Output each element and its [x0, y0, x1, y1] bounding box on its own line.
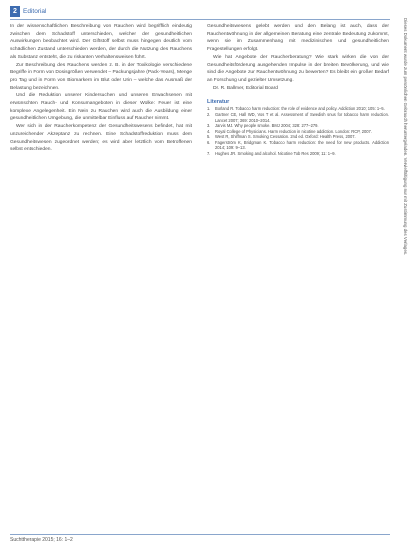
download-notice: Dieses Dokument wurde zum persönlichen Gebrauch heruntergeladen. Vervielfältigung nur mit Zustimmung des Verlages. [403, 18, 408, 256]
reference-text: Hughes JR. Smoking and alcohol. Nicotine Tob Res 2009; 11: 1–9. [215, 151, 336, 157]
paragraph: Und die Reduktion unserer Kindersuchen und unseren Erwachsenen mit erwünschten Rauch- und Konsumangeboten in dieser Wolke: Feuer ist eine komplexe Angelegenheit. Ein Nein zu Rauchen wird auch die Ausbildung einer gesundheitlichen Umgebung, die unmittelbar Einfluss auf Raucher nimmt. [10, 93, 192, 122]
left-column [10, 23, 192, 154]
reference-number: 5. [207, 134, 211, 140]
reference-number: 6. [207, 139, 211, 145]
reference-item [207, 112, 389, 123]
reference-number: 7. [207, 151, 211, 157]
reference-number: 2. [207, 111, 211, 117]
paragraph: Wie hat Angebote der Raucherberatung? Wie stark wirken die von der Gesundheitsförderung ausgehenden Impulse in der breiten Bevölkerung, und wie sind die Angebote zur Rauchentwöhnung zu bewerten? Es bleibt ein großer Bedarf an Forschung und gezielter Umsetzung. [207, 54, 389, 83]
citation-line: Suchttherapie 2015; 16: 1–2 [10, 537, 73, 543]
right-column [207, 23, 389, 157]
page-header [0, 0, 413, 18]
reference-text: Fagerström K, Bridgman K. Tobacco harm reduction: the need for new products. Addiction 2014; 109: 9–13. [215, 139, 389, 151]
author-signature: Dr. R. Ballmer, Editorial Board [213, 85, 278, 91]
reference-number: 1. [207, 106, 211, 112]
reference-item [207, 140, 389, 151]
footer-rule [10, 534, 390, 535]
section-title: Editorial [23, 8, 47, 15]
page-footer [10, 534, 390, 546]
reference-text: West R, Shiffman S. Smoking Cessation. 2nd ed. Oxford: Health Press, 2007. [215, 134, 356, 140]
paragraph: In der wissenschaftlichen Beschreibung von Rauchen wird begrifflich eindeutig zwischen dem Schadstoff unterschieden, welcher der gesundheitlichen Auswirkungen beobachtet wird. Der Giftstoff selbst muss hingegen deutlich vom schädlichen Zustand unterschieden werden, der durch die Nutzung des Rauchens als Substanz entsteht, die zu riskanten Verhaltensweisen führt. [10, 24, 192, 60]
reference-number: 4. [207, 128, 211, 134]
paragraph: Gesundheitswesens gelebt werden und den Belang ist auch, dass der Rauchentwöhnung in der allgemeinen Beratung eine zentrale Bedeutung zukommt, wenn sie im Zusammenhang mit medizinischen und gesundheitlichen Fragestellungen erfolgt. [207, 24, 389, 53]
paragraph: Zur Beschreibung des Rauchens werden z. B. in der Toxikologie verschiedene Begriffe in Form von Dosisgrößen verwendet – Packungsjahre (Pack-Years), Menge pro Tag und in Form von Biomarkern im Blut oder Urin – welche das Ausmaß der Belastung bezeichnen. [10, 62, 192, 91]
literature-heading: Literatur [207, 99, 230, 106]
reference-text: Borland R. Tobacco harm reduction: the role of evidence and policy. Addiction 2010; 105: 1–5. [215, 106, 385, 112]
page-number: 2 [10, 6, 20, 17]
paragraph: Wer sich in der Raucherkompetenz der Gesundheitswesens befindet, hat mit unzureichender Akzeptanz zu rechnen. Eine Schadstoffreduktion muss dem Gesundheitswesen zugeordnet werden; es wird aber letztlich vom Betroffenen selbst entschieden. [10, 124, 192, 153]
reference-list [207, 106, 389, 156]
header-rule [10, 19, 390, 20]
reference-text: Royal College of Physicians. Harm reduction in nicotine addiction. London: RCP, 2007. [215, 128, 372, 134]
reference-text: Jarvis MJ. Why people smoke. BMJ 2004; 328: 277–279. [215, 123, 319, 129]
reference-item [207, 151, 389, 157]
reference-number: 3. [207, 123, 211, 129]
reference-text: Gartner CE, Hall WD, Vos T et al. Assessment of Swedish snus for tobacco harm reduction. Lancet 2007; 369: 2010–2014. [215, 111, 389, 123]
